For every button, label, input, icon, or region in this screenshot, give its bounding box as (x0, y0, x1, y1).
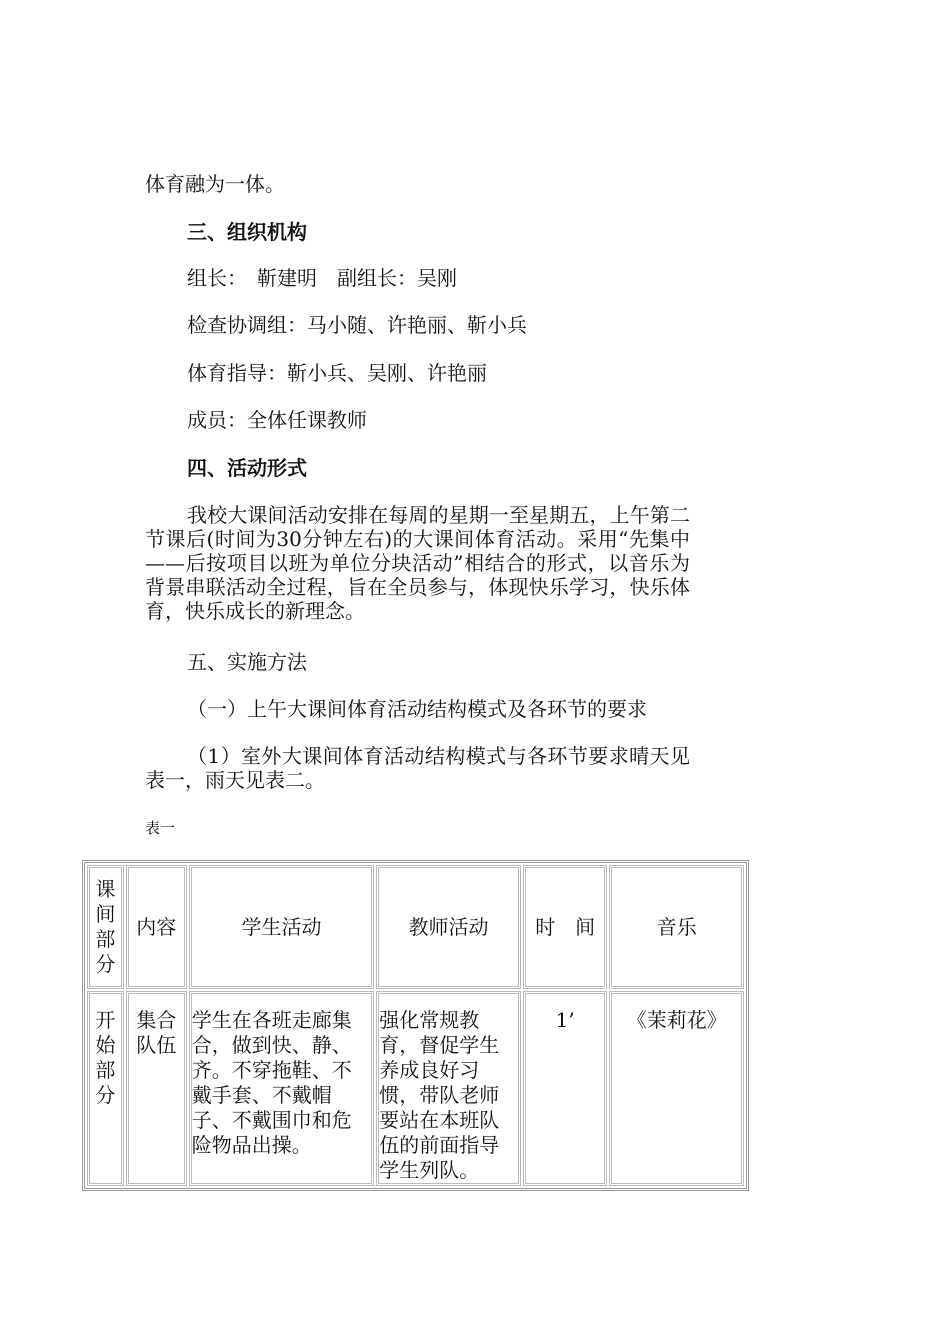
section-heading-4: 四、活动形式 (187, 456, 307, 480)
subsection-paragraph: （1）室外大课间体育活动结构模式与各环节要求晴天见表一，雨天见表二。 (145, 744, 690, 792)
cell-student-activity: 学生在各班走廊集合，做到快、静、齐。不穿拖鞋、不戴手套、不戴帽子、不戴围巾和危险物品出操。 (189, 991, 374, 1186)
table-caption: 表一 (145, 819, 176, 837)
header-cell-teacher: 教师活动 (376, 865, 521, 989)
header-cell-music: 音乐 (609, 865, 744, 989)
cell-time: 1’ (523, 991, 608, 1186)
activity-paragraph: 我校大课间活动安排在每周的星期一至星期五，上午第二节课后(时间为30分钟左右)的大课间体育活动。采用“先集中——后按项目以班为单位分块活动”相结合的形式，以音乐为背景串联活动全过程，旨在全员参与，体现快乐学习，快乐体育，快乐成长的新理念。 (145, 503, 690, 623)
text-line: 体育融为一体。 (145, 172, 285, 196)
cell-teacher-activity: 强化常规教育，督促学生养成良好习惯，带队老师要站在本班队伍的前面指导学生列队。 (376, 991, 521, 1186)
section-heading-5: 五、实施方法 (187, 650, 307, 674)
org-pe-guidance: 体育指导：靳小兵、吴刚、许艳丽 (187, 361, 487, 385)
cell-content: 集合队伍 (126, 991, 187, 1186)
cell-music: 《茉莉花》 (609, 991, 744, 1186)
header-cell-student: 学生活动 (189, 865, 374, 989)
activity-table (82, 860, 749, 1191)
section-heading-3: 三、组织机构 (187, 220, 307, 244)
org-members: 成员：全体任课教师 (187, 408, 367, 432)
header-cell-part: 课间部分 (87, 865, 124, 989)
org-check-group: 检查协调组：马小随、许艳丽、靳小兵 (187, 313, 527, 337)
header-cell-time: 时 间 (523, 865, 608, 989)
table-row (87, 991, 744, 1186)
cell-part: 开始部分 (87, 991, 124, 1186)
header-cell-content: 内容 (126, 865, 187, 989)
org-leader: 组长： 靳建明 副组长：吴刚 (187, 266, 457, 290)
subsection-heading: （一）上午大课间体育活动结构模式及各环节的要求 (187, 697, 647, 721)
table-header-row (87, 865, 744, 989)
